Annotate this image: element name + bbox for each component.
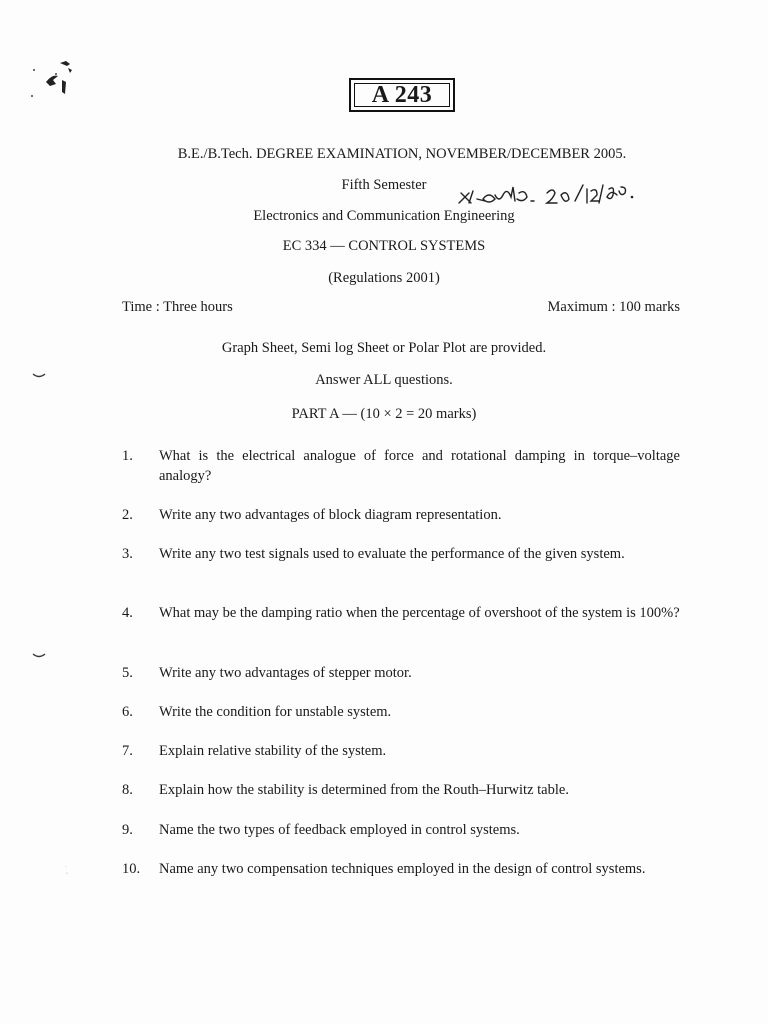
question-number: 5. [122, 665, 133, 681]
question-number: 8. [122, 782, 133, 798]
subject-title: EC 334 — CONTROL SYSTEMS [282, 238, 486, 254]
question-item [122, 780, 680, 820]
question-number: 6. [122, 704, 133, 720]
question-paper-code: A 243 [371, 81, 433, 108]
part-a-question-list [122, 446, 680, 903]
question-text: Name the two types of feedback employed in control systems. [159, 822, 520, 838]
question-number: 1. [122, 448, 133, 464]
question-text: Write the condition for unstable system. [159, 704, 392, 720]
question-number: 7. [122, 743, 133, 759]
part-a-heading: PART A — (10 × 2 = 20 marks) [291, 406, 477, 422]
question-number: 10. [122, 861, 141, 877]
question-paper-code-box [349, 78, 455, 112]
margin-scan-mark [32, 652, 46, 660]
handwritten-date-text: 20/12/05 [455, 181, 459, 182]
question-item [122, 702, 680, 741]
question-text: Explain relative stability of the system. [159, 743, 387, 759]
question-number: 4. [122, 605, 133, 621]
semester-label: Fifth Semester [341, 177, 427, 193]
question-number: 2. [122, 507, 133, 523]
time-and-marks-row [122, 299, 680, 316]
maximum-marks: Maximum : 100 marks [547, 299, 680, 315]
question-text: What may be the damping ratio when the percentage of overshoot of the system is 100%? [159, 605, 680, 621]
scan-specks-decoration [20, 50, 90, 120]
question-number: 9. [122, 822, 133, 838]
question-number: 3. [122, 546, 133, 562]
degree-examination-title: B.E./B.Tech. DEGREE EXAMINATION, NOVEMBER/DECEMBER 2005. [177, 146, 627, 162]
question-text: What is the electrical analogue of force and rotational damping in torque–voltage analogy? [159, 448, 680, 484]
question-item [122, 820, 680, 859]
answer-all-instruction: Answer ALL questions. [315, 372, 453, 388]
question-text: Write any two test signals used to evaluate the performance of the given system. [159, 546, 625, 562]
question-item [122, 859, 680, 903]
regulations-label: (Regulations 2001) [328, 270, 440, 286]
exam-duration: Time : Three hours [122, 299, 233, 315]
question-item [122, 544, 680, 603]
question-item [122, 446, 680, 505]
question-item [122, 505, 680, 544]
question-text: Write any two advantages of block diagram representation. [159, 507, 502, 523]
question-text: Name any two compensation techniques employed in the design of control systems. [159, 861, 646, 877]
margin-scan-mark [60, 866, 74, 874]
question-text: Write any two advantages of stepper motor. [159, 665, 412, 681]
question-item [122, 741, 680, 780]
question-text: Explain how the stability is determined from the Routh–Hurwitz table. [159, 782, 569, 798]
question-item [122, 603, 680, 663]
graph-sheet-note: Graph Sheet, Semi log Sheet or Polar Plot are provided. [221, 340, 547, 356]
question-item [122, 663, 680, 702]
department-label: Electronics and Communication Engineering [253, 208, 515, 224]
